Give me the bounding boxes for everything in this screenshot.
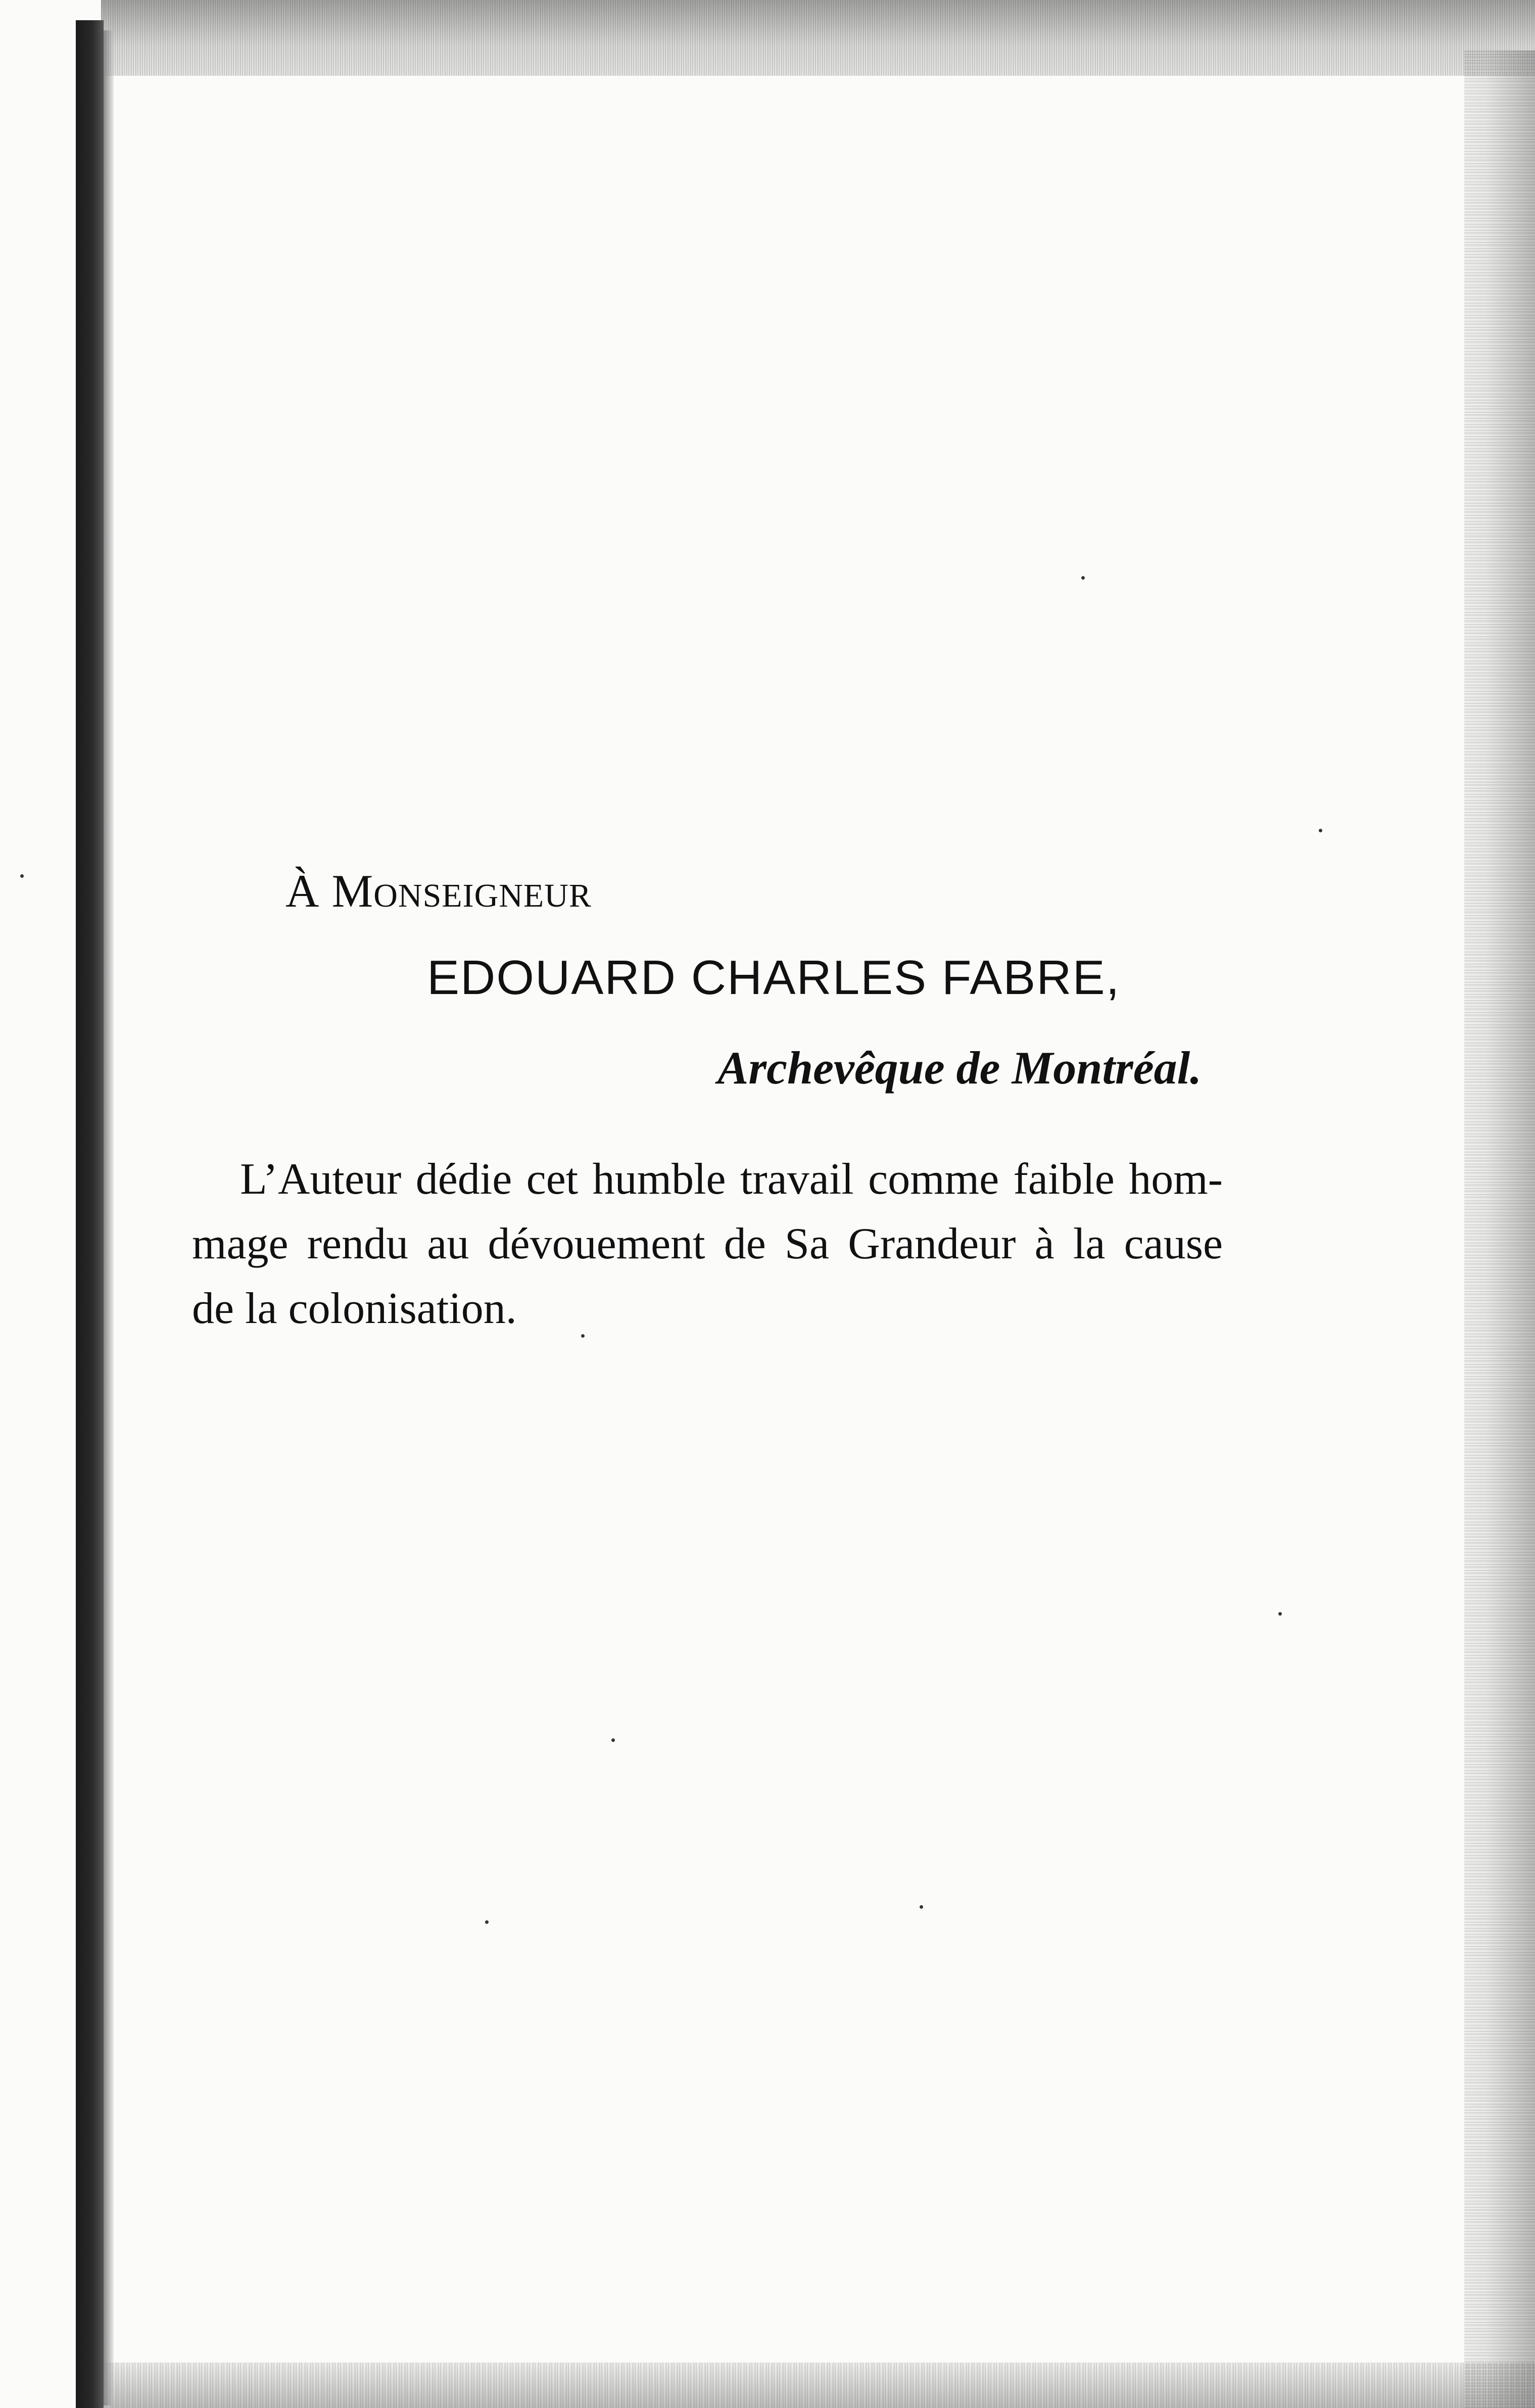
scan-speck [920, 1905, 923, 1909]
scan-noise-right [1464, 51, 1535, 2408]
dedication-salutation [285, 864, 592, 918]
scan-noise-bottom [101, 2363, 1535, 2408]
scan-speck [485, 1920, 489, 1924]
dedicatee-title: Archevêque de Montréal. [717, 1042, 1202, 1094]
scan-speck [611, 1738, 615, 1742]
dedicatee-name: EDOUARD CHARLES FABRE, [427, 951, 1121, 1005]
binding-edge [76, 20, 104, 2408]
dedication-text [192, 1147, 1223, 1341]
salutation-prefix: À [285, 865, 320, 917]
scan-speck [1081, 576, 1085, 580]
scan-speck [1319, 829, 1322, 832]
scan-speck [20, 874, 24, 878]
binding-edge-shadow [104, 30, 114, 2405]
salutation-rest: ONSEIGNEUR [373, 877, 592, 914]
dedication-line: L’Auteur dédie cet humble travail comme faible hom- [240, 1155, 1223, 1204]
scan-speck [1278, 1612, 1282, 1616]
dedication-line: de la colonisation. [192, 1284, 517, 1333]
salutation-initial: M [331, 865, 374, 917]
dedication-line: mage rendu au dévouement de Sa Grandeur à la cause [192, 1219, 1223, 1268]
scan-noise-top [101, 0, 1535, 76]
